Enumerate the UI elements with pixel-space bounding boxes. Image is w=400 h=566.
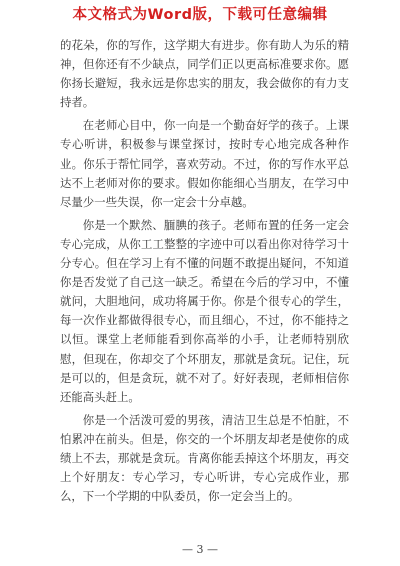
paragraph-comment: 你是一个活泼可爱的男孩，清洁卫生总是不怕脏，不怕累冲在前头。但是，你交的一个坏朋友却老是使你的成绩上不去，那就是贪玩。肯离你能丢掉这个坏朋友，再交上个好朋友：专心学习，专心听讲，专心完成作业，那么，下一个学期的中队委员，你一定会当上的。 [60, 412, 349, 504]
word-format-banner: 本文格式为Word版，下载可任意编辑 [72, 7, 328, 23]
paragraph-comment: 在老师心目中，你一向是一个勤奋好学的孩子。上课专心听讲，积极参与课堂探讨，按时专心地完成各种作业。你乐于帮忙同学，喜欢劳动。不过，你的写作水平总达不上老师对你的要求。假如你能细心当朋友，在学习中尽量少一些失误，你一定会十分卓越。 [60, 118, 349, 209]
paragraph-comment: 你是一个默然、腼腆的孩子。老师布置的任务一定会专心完成，从你工工整整的字迹中可以看出你对待学习十分专心。但在学习上有不懂的问题不敢提出疑问，不知道你是否发觉了自己这一缺乏。希望在今后的学习中，不懂就问，大胆地问，成功将属于你。你是个很专心的学生，每一次作业都做得很专心，而且细心，不过，你不能持之以恒。课堂上老师能看到你高举的小手，让老师特别欣慰，但现在，你却交了个坏朋友，那就是贪玩。记住，玩是可以的，但是贪玩，就不对了。好好表现，老师相信你还能高头赶上。 [60, 217, 349, 404]
paragraph-continuation: 的花朵，你的写作，这学期大有进步。你有助人为乐的精神，但你还有不少缺点，同学们正以更高标准要求你。愿你扬长避短，我永远是你忠实的朋友，我会做你的有力支持者。 [60, 38, 349, 110]
page-number: — 3 — [182, 543, 218, 556]
document-body [60, 36, 349, 506]
